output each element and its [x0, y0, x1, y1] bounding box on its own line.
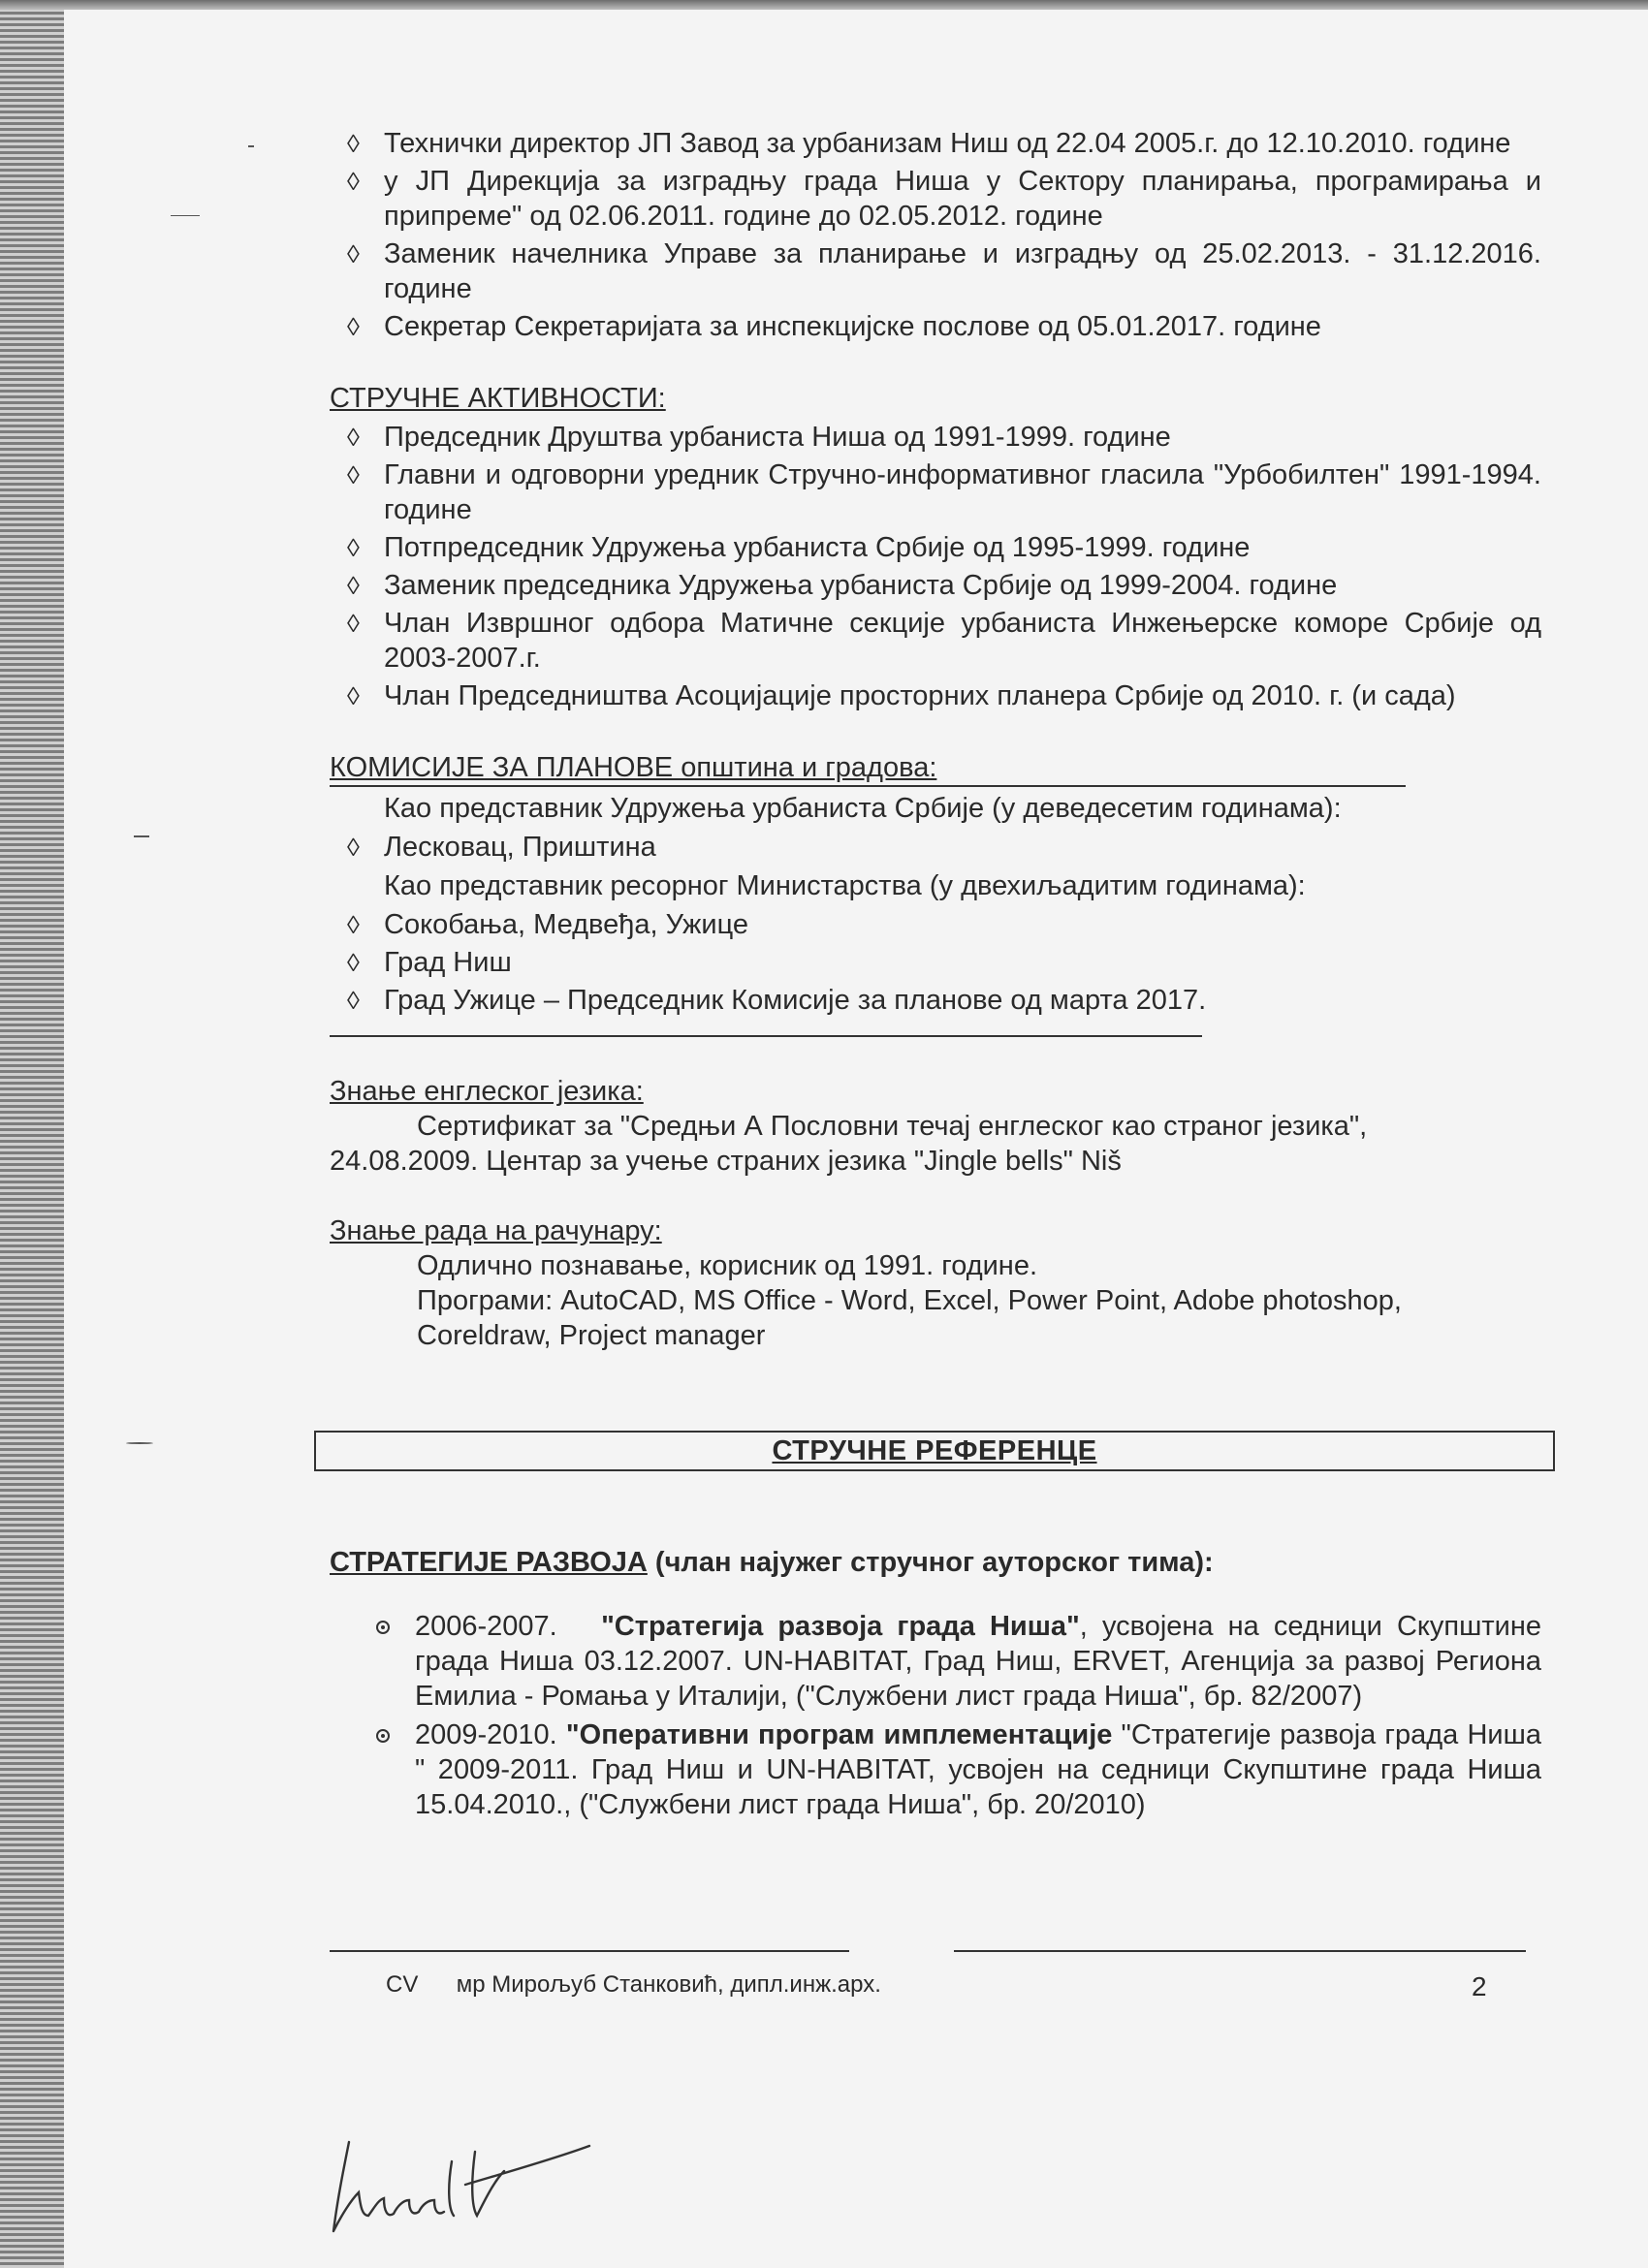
commissions-list-1: [330, 830, 1541, 865]
list-item: ◊ Председник Друштва урбаниста Ниша од 1991-1999. године: [347, 422, 1171, 453]
footer-rule-left: [330, 1950, 849, 1952]
computer-level: Одлично познавање, корисник од 1991. године.: [417, 1250, 1038, 1281]
footer-author: мр Мирољуб Станковић, дипл.инж.арх.: [456, 1971, 881, 1998]
list-item: ◊ Секретар Секретаријата за инспекцијске послове од 05.01.2017. године: [347, 311, 1321, 342]
diamond-bullet-icon: ◊: [347, 948, 360, 977]
list-item: ◊ Лесковац, Приштина: [347, 832, 656, 863]
list-item: ◊ Град Ужице – Председник Комисије за планове од марта 2017.: [347, 985, 1207, 1016]
english-heading: Знање енглеског језика:: [330, 1076, 644, 1107]
computer-programs-cont: Coreldraw, Project manager: [417, 1320, 766, 1351]
scan-edge: [0, 0, 64, 2268]
commissions-list-2: [330, 907, 1541, 1018]
list-item: 2006-2007. "Стратегија развоја града Ниша", усвојена на седници Скупштине града Ниша 03.12.2007. UN-HABITAT, Град Ниш, ERVET, Агенција за развој Региона Емилиа - Ромања у Италији, ("Службени лист града Ниша", бр. 82/2007): [330, 1609, 1541, 1714]
page-number: 2: [1472, 1971, 1487, 2001]
computer-heading: Знање рада на рачунару:: [330, 1215, 662, 1246]
section-divider: [330, 1035, 1202, 1037]
cv-content: [330, 126, 1541, 1826]
list-item: ◊ Град Ниш: [347, 947, 512, 978]
scan-speck: [248, 145, 254, 147]
scan-speck: [134, 835, 149, 837]
computer-programs: Програми: AutoCAD, MS Office - Word, Excel, Power Point, Adobe photoshop,: [417, 1285, 1402, 1316]
references-title-box: [314, 1431, 1555, 1471]
commissions-subheading-2: Као представник ресорног Министарства (у двехиљадитим годинама):: [384, 870, 1306, 901]
diamond-bullet-icon: ◊: [347, 167, 360, 196]
circle-bullet-icon: [376, 1621, 390, 1634]
handwritten-signature: [330, 2123, 591, 2239]
commissions-heading: КОМИСИЈЕ ЗА ПЛАНОВЕ општина и градова:: [330, 750, 1406, 787]
strategies-heading: СТРАТЕГИЈЕ РАЗВОЈА (члан најужег стручног ауторског тима):: [330, 1547, 1214, 1578]
activities-heading: СТРУЧНЕ АКТИВНОСТИ:: [330, 383, 666, 414]
list-item: ◊ Члан Извршног одбора Матичне секције урбаниста Инжењерске коморе Србије од 2003-2007.г.: [347, 608, 1541, 674]
diamond-bullet-icon: ◊: [347, 129, 360, 158]
references-title: СТРУЧНЕ РЕФЕРЕНЦЕ: [772, 1435, 1097, 1466]
footer-rule-right: [954, 1950, 1526, 1952]
diamond-bullet-icon: ◊: [347, 986, 360, 1015]
diamond-bullet-icon: ◊: [347, 681, 360, 710]
employment-list: [330, 126, 1541, 344]
list-item: ◊ Потпредседник Удружења урбаниста Србије од 1995-1999. године: [347, 532, 1251, 563]
list-item: ◊ Заменик председника Удружења урбаниста Србије од 1999-2004. године: [347, 570, 1338, 601]
diamond-bullet-icon: ◊: [347, 533, 360, 562]
list-item: ◊ Заменик начелника Управе за планирање и изградњу од 25.02.2013. - 31.12.2016. године: [347, 238, 1541, 304]
diamond-bullet-icon: ◊: [347, 423, 360, 452]
strategies-list: [330, 1609, 1541, 1822]
footer-cv: CV: [386, 1971, 419, 1998]
list-item: ◊ Члан Председништва Асоцијације просторних планера Србије од 2010. г. (и сада): [347, 680, 1456, 711]
english-certificate: Сертификат за "Средњи А Пословни течај енглеског као страног језика",: [417, 1111, 1368, 1142]
diamond-bullet-icon: ◊: [347, 833, 360, 862]
footer: [386, 1971, 881, 1999]
diamond-bullet-icon: ◊: [347, 312, 360, 341]
commissions-subheading-1: Као представник Удружења урбаниста Србије (у деведесетим годинама):: [384, 793, 1342, 824]
diamond-bullet-icon: ◊: [347, 609, 360, 638]
list-item: ◊ Технички директор ЈП Завод за урбанизам Ниш од 22.04 2005.г. до 12.10.2010. године: [347, 128, 1511, 159]
list-item: ◊ у ЈП Дирекција за изградњу града Ниша у Сектору планирања, програмирања и припреме" од 02.06.2011. године до 02.05.2012. године: [347, 166, 1541, 232]
diamond-bullet-icon: ◊: [347, 910, 360, 939]
list-item: ◊ Главни и одговорни уредник Стручно-информативног гласила "Урбобилтен" 1991-1994. године: [347, 459, 1541, 525]
scan-speck: [171, 215, 200, 216]
circle-bullet-icon: [376, 1729, 390, 1743]
english-certificate-detail: 24.08.2009. Центар за учење страних језика "Jingle bells" Niš: [330, 1146, 1122, 1177]
diamond-bullet-icon: ◊: [347, 571, 360, 600]
scan-top-edge: [0, 0, 1648, 10]
diamond-bullet-icon: ◊: [347, 460, 360, 489]
diamond-bullet-icon: ◊: [347, 239, 360, 268]
activities-list: [330, 420, 1541, 713]
list-item: ◊ Сокобања, Медвеђа, Ужице: [347, 909, 749, 940]
scan-speck: [126, 1442, 153, 1444]
footer-rules: [330, 1950, 1526, 1954]
list-item: 2009-2010. "Оперативни програм имплементације "Стратегије развоја града Ниша " 2009-2011. Град Ниш и UN-HABITAT, усвојен на седници Скупштине града Ниша 15.04.2010., ("Службени лист града Ниша", бр. 20/2010): [330, 1717, 1541, 1822]
